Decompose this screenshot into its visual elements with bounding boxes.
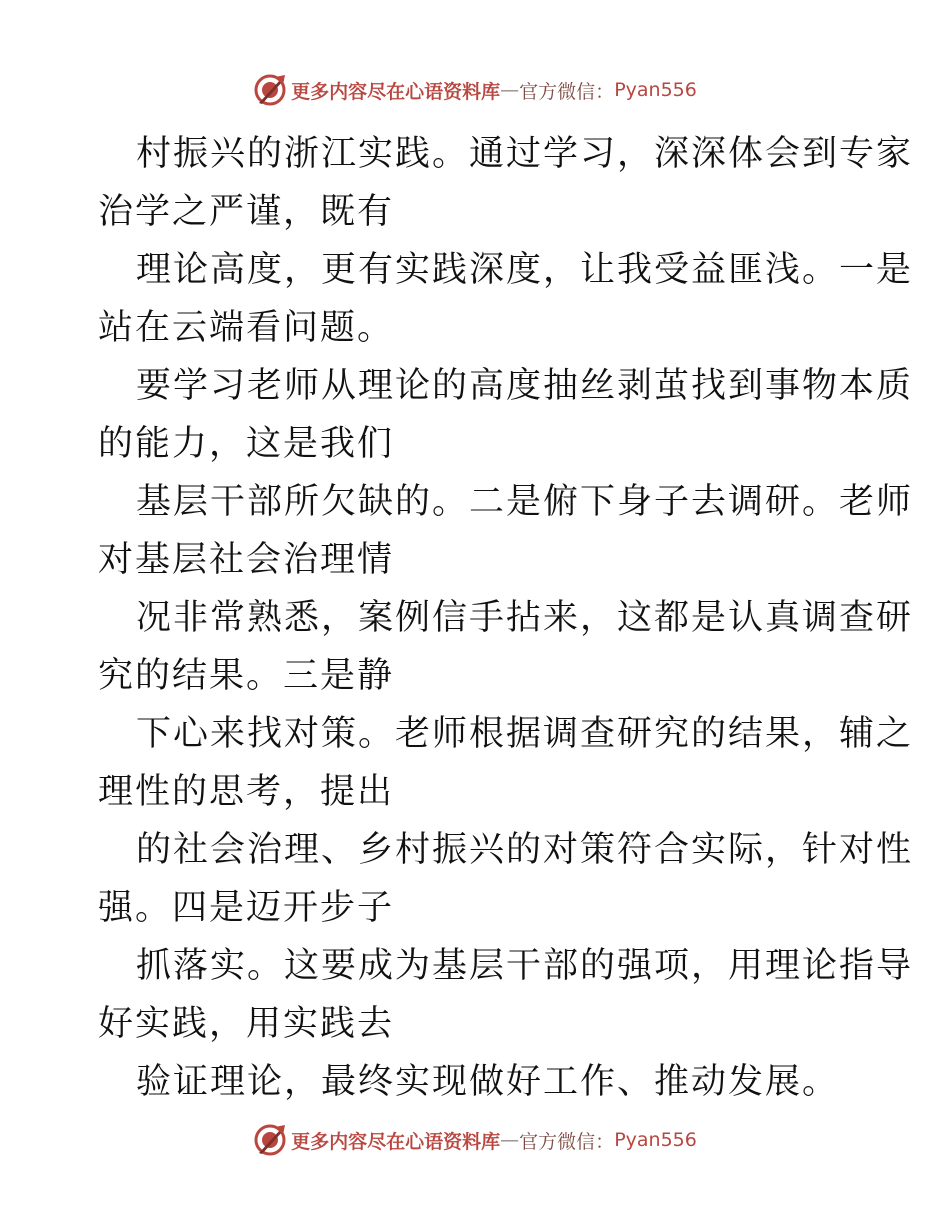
paragraph-5: [98, 589, 914, 705]
banner-wechat-id: Pyan556: [614, 1129, 697, 1151]
banner-main-text: 更多内容尽在心语资料库: [291, 1130, 501, 1153]
paragraph-line: 要学习老师从理论的高度抽丝剥茧找到事物本质: [136, 366, 914, 406]
paragraph-line: 理性的思考，提出: [98, 772, 395, 812]
paragraph-line: 站在云端看问题。: [98, 308, 395, 348]
quill-logo-icon: [253, 1123, 287, 1157]
banner-official-label: 官方微信：: [519, 80, 615, 103]
paragraph-line: 验证理论，最终实现做好工作、推动发展。: [136, 1062, 840, 1102]
paragraph-9: [98, 1053, 854, 1111]
paragraph-line: 的社会治理、乡村振兴的对策符合实际，针对性: [136, 830, 914, 870]
paragraph-line: 强。四是迈开步子: [98, 888, 395, 928]
paragraph-line: 理论高度，更有实践深度，让我受益匪浅。一是: [136, 250, 914, 290]
paragraph-line: 况非常熟悉，案例信手拈来，这都是认真调查研: [136, 598, 914, 638]
paragraph-1: [98, 125, 914, 241]
paragraph-3: [98, 357, 914, 473]
quill-logo-icon: [253, 73, 287, 107]
paragraph-line: 的能力，这是我们: [98, 424, 395, 464]
paragraph-8: [98, 937, 914, 1053]
paragraph-line: 抓落实。这要成为基层干部的强项，用理论指导: [136, 946, 914, 986]
banner-dash: —: [500, 79, 520, 101]
banner-dash: —: [500, 1129, 520, 1151]
paragraph-line: 基层干部所欠缺的。二是俯下身子去调研。老师: [136, 482, 914, 522]
paragraph-line: 治学之严谨，既有: [98, 192, 395, 232]
paragraph-2: [98, 241, 914, 357]
banner-wechat-id: Pyan556: [614, 79, 697, 101]
banner-official-label: 官方微信：: [519, 1130, 615, 1153]
paragraph-7: [98, 821, 914, 937]
paragraph-line: 究的结果。三是静: [98, 656, 395, 696]
paragraph-line: 对基层社会治理情: [98, 540, 395, 580]
paragraph-line: 村振兴的浙江实践。通过学习，深深体会到专家: [136, 134, 914, 174]
document-body: [98, 125, 914, 1111]
footer-banner: [0, 1120, 950, 1160]
paragraph-line: 下心来找对策。老师根据调查研究的结果，辅之: [136, 714, 914, 754]
header-banner: [0, 70, 950, 110]
paragraph-6: [98, 705, 914, 821]
paragraph-4: [98, 473, 914, 589]
banner-main-text: 更多内容尽在心语资料库: [291, 80, 501, 103]
paragraph-line: 好实践，用实践去: [98, 1004, 395, 1044]
